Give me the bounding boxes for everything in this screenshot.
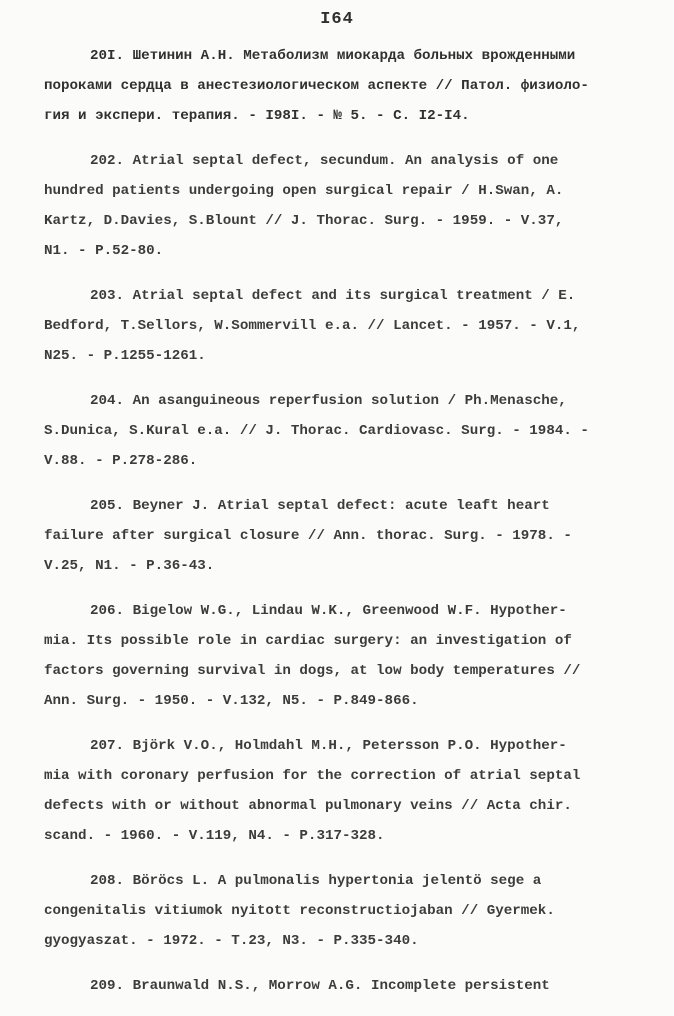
bibliography-entry [44, 386, 624, 476]
entry-line: 202. Atrial septal defect, secundum. An analysis of one [90, 153, 559, 169]
bibliography-entry [44, 866, 624, 956]
entry-line: 203. Atrial septal defect and its surgical treatment / E. [90, 288, 576, 304]
entry-line: 208. Böröcs L. A pulmonalis hypertonia jelentö sege a [90, 873, 542, 889]
bibliography-entry [44, 731, 624, 851]
entry-line: mia with coronary perfusion for the correction of atrial septal [44, 768, 581, 784]
entry-line: 204. An asanguineous reperfusion solution / Ph.Menasche, [90, 393, 567, 409]
entry-line: S.Dunica, S.Kural e.a. // J. Thorac. Cardiovasc. Surg. - 1984. - [44, 423, 589, 439]
entry-line: scand. - 1960. - V.119, N4. - P.317-328. [44, 828, 385, 844]
entry-line: 209. Braunwald N.S., Morrow A.G. Incomplete persistent [90, 978, 550, 994]
bibliography-entry [44, 146, 624, 266]
entry-line: Ann. Surg. - 1950. - V.132, N5. - P.849-866. [44, 693, 419, 709]
entry-line: N1. - P.52-80. [44, 243, 164, 259]
entry-line: defects with or without abnormal pulmonary veins // Acta chir. [44, 798, 572, 814]
entry-line: N25. - P.1255-1261. [44, 348, 206, 364]
entry-line: 20I. Шетинин А.Н. Метаболизм миокарда больных врожденными [90, 48, 576, 64]
entry-line: V.25, N1. - P.36-43. [44, 558, 215, 574]
entry-line: mia. Its possible role in cardiac surgery: an investigation of [44, 633, 572, 649]
entry-line: 206. Bigelow W.G., Lindau W.K., Greenwood W.F. Hypother- [90, 603, 567, 619]
entry-line: hundred patients undergoing open surgical repair / H.Swan, A. [44, 183, 564, 199]
entry-line: gyogyaszat. - 1972. - T.23, N3. - P.335-340. [44, 933, 419, 949]
entry-line: Kartz, D.Davies, S.Blount // J. Thorac. Surg. - 1959. - V.37, [44, 213, 564, 229]
bibliography-list [44, 41, 624, 1016]
bibliography-entry [44, 596, 624, 716]
bibliography-entry [44, 971, 624, 1001]
entry-line: гия и экспери. терапия. - I98I. - № 5. - С. I2-I4. [44, 108, 470, 124]
entry-line: V.88. - P.278-286. [44, 453, 198, 469]
entry-line: congenitalis vitiumok nyitott reconstructiojaban // Gyermek. [44, 903, 555, 919]
bibliography-entry [44, 41, 624, 131]
bibliography-entry [44, 491, 624, 581]
entry-line: failure after surgical closure // Ann. thorac. Surg. - 1978. - [44, 528, 572, 544]
entry-line: пороками сердца в анестезиологическом аспекте // Патол. физиоло- [44, 78, 589, 94]
entry-line: 207. Björk V.O., Holmdahl M.H., Petersson P.O. Hypother- [90, 738, 567, 754]
entry-line: Bedford, T.Sellors, W.Sommervill e.a. // Lancet. - 1957. - V.1, [44, 318, 581, 334]
bibliography-entry [44, 281, 624, 371]
entry-line: 205. Beyner J. Atrial septal defect: acute leaft heart [90, 498, 550, 514]
page-number: I64 [320, 10, 354, 29]
entry-line: factors governing survival in dogs, at low body temperatures // [44, 663, 581, 679]
